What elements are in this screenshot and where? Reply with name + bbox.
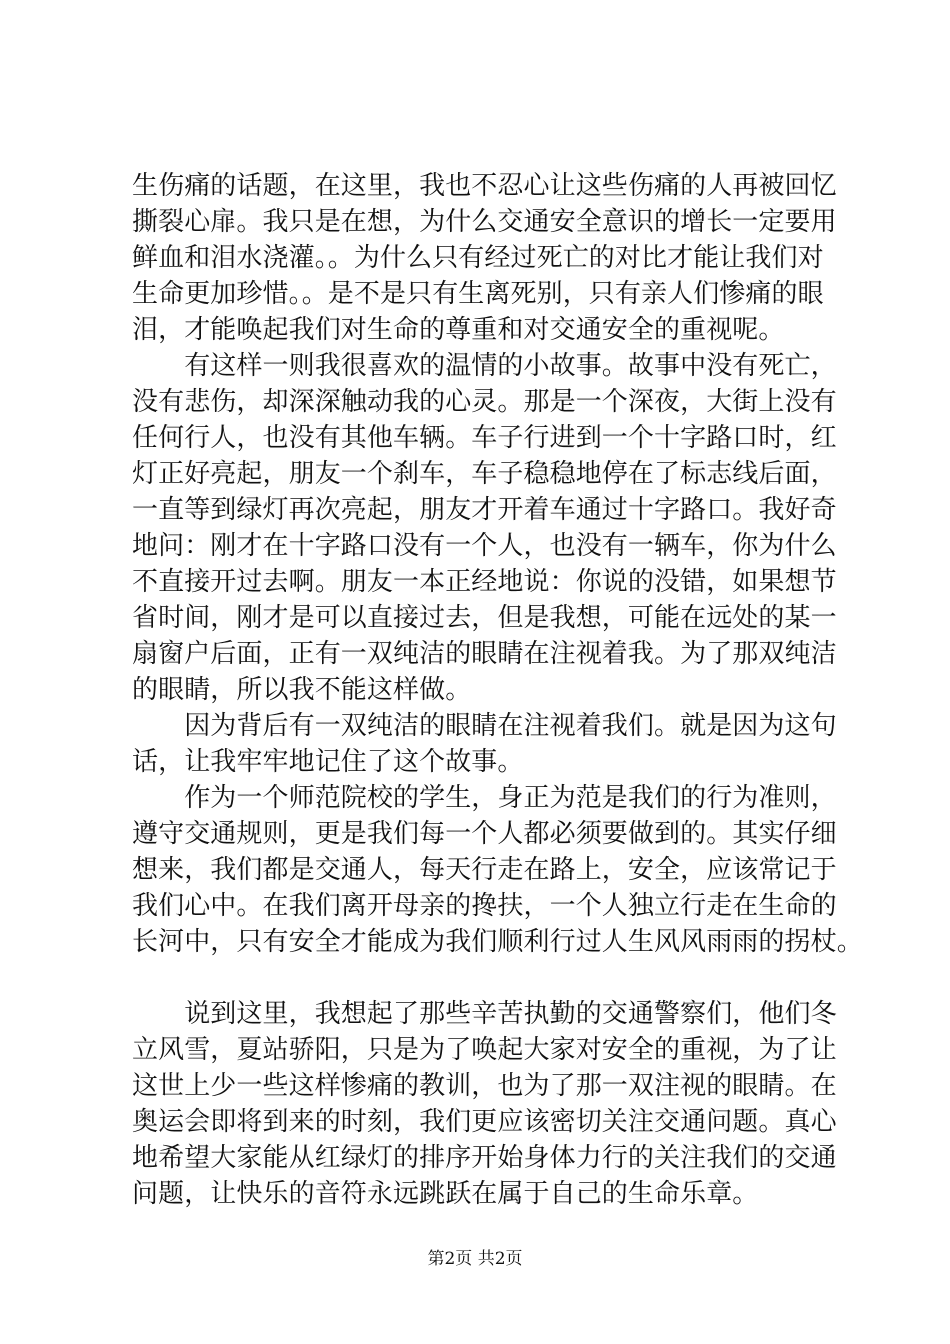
- text-line: 立风雪，夏站骄阳，只是为了唤起大家对安全的重视，为了让: [132, 1035, 837, 1065]
- text-line: 鲜血和泪水浇灌。。为什么只有经过死亡的对比才能让我们对: [132, 243, 824, 273]
- text-line: 一直等到绿灯再次亮起，朋友才开着车通过十字路口。我好奇: [132, 495, 837, 525]
- text-line: 的眼睛，所以我不能这样做。: [132, 675, 472, 705]
- text-line: 灯正好亮起，朋友一个刹车，车子稳稳地停在了标志线后面，: [132, 459, 837, 489]
- text-line: 遵守交通规则，更是我们每一个人都必须要做到的。其实仔细: [132, 819, 837, 849]
- text-line: 有这样一则我很喜欢的温情的小故事。故事中没有死亡，: [132, 351, 837, 381]
- blank-line: [132, 960, 852, 996]
- text-line: 因为背后有一双纯洁的眼睛在注视着我们。就是因为这句: [132, 711, 837, 741]
- text-line: 作为一个师范院校的学生，身正为范是我们的行为准则，: [132, 783, 837, 813]
- text-line: 这世上少一些这样惨痛的教训，也为了那一双注视的眼睛。在: [132, 1071, 837, 1101]
- text-line: 任何行人，也没有其他车辆。车子行进到一个十字路口时，红: [132, 423, 837, 453]
- text-line: 生伤痛的话题，在这里，我也不忍心让这些伤痛的人再被回忆: [132, 171, 837, 201]
- text-line: 扇窗户后面，正有一双纯洁的眼睛在注视着我。为了那双纯洁: [132, 639, 837, 669]
- text-line: 地问：刚才在十字路口没有一个人，也没有一辆车，你为什么: [132, 531, 837, 561]
- text-line: 我们心中。在我们离开母亲的搀扶，一个人独立行走在生命的: [132, 891, 837, 921]
- text-line: 没有悲伤，却深深触动我的心灵。那是一个深夜，大街上没有: [132, 387, 837, 417]
- text-line: 撕裂心扉。我只是在想，为什么交通安全意识的增长一定要用: [132, 207, 837, 237]
- text-line: 奥运会即将到来的时刻，我们更应该密切关注交通问题。真心: [132, 1107, 837, 1137]
- text-line: 生命更加珍惜。。是不是只有生离死别，只有亲人们惨痛的眼: [132, 279, 824, 309]
- text-line: 问题，让快乐的音符永远跳跃在属于自己的生命乐章。: [132, 1179, 759, 1209]
- document-body: [132, 168, 863, 1212]
- text-line: 说到这里，我想起了那些辛苦执勤的交通警察们，他们冬: [132, 999, 837, 1029]
- page-footer: 第2页 共2页: [427, 1249, 523, 1269]
- text-line: 想来，我们都是交通人，每天行走在路上，安全，应该常记于: [132, 855, 837, 885]
- text-line: 不直接开过去啊。朋友一本正经地说：你说的没错，如果想节: [132, 567, 837, 597]
- text-line: 话，让我牢牢地记住了这个故事。: [132, 747, 524, 777]
- text-line: 省时间，刚才是可以直接过去，但是我想，可能在远处的某一: [132, 603, 837, 633]
- text-line: 地希望大家能从红绿灯的排序开始身体力行的关注我们的交通: [132, 1143, 837, 1173]
- text-line: 长河中，只有安全才能成为我们顺利行过人生风风雨雨的拐杖。: [132, 927, 863, 957]
- text-line: 泪，才能唤起我们对生命的尊重和对交通安全的重视呢。: [132, 315, 785, 345]
